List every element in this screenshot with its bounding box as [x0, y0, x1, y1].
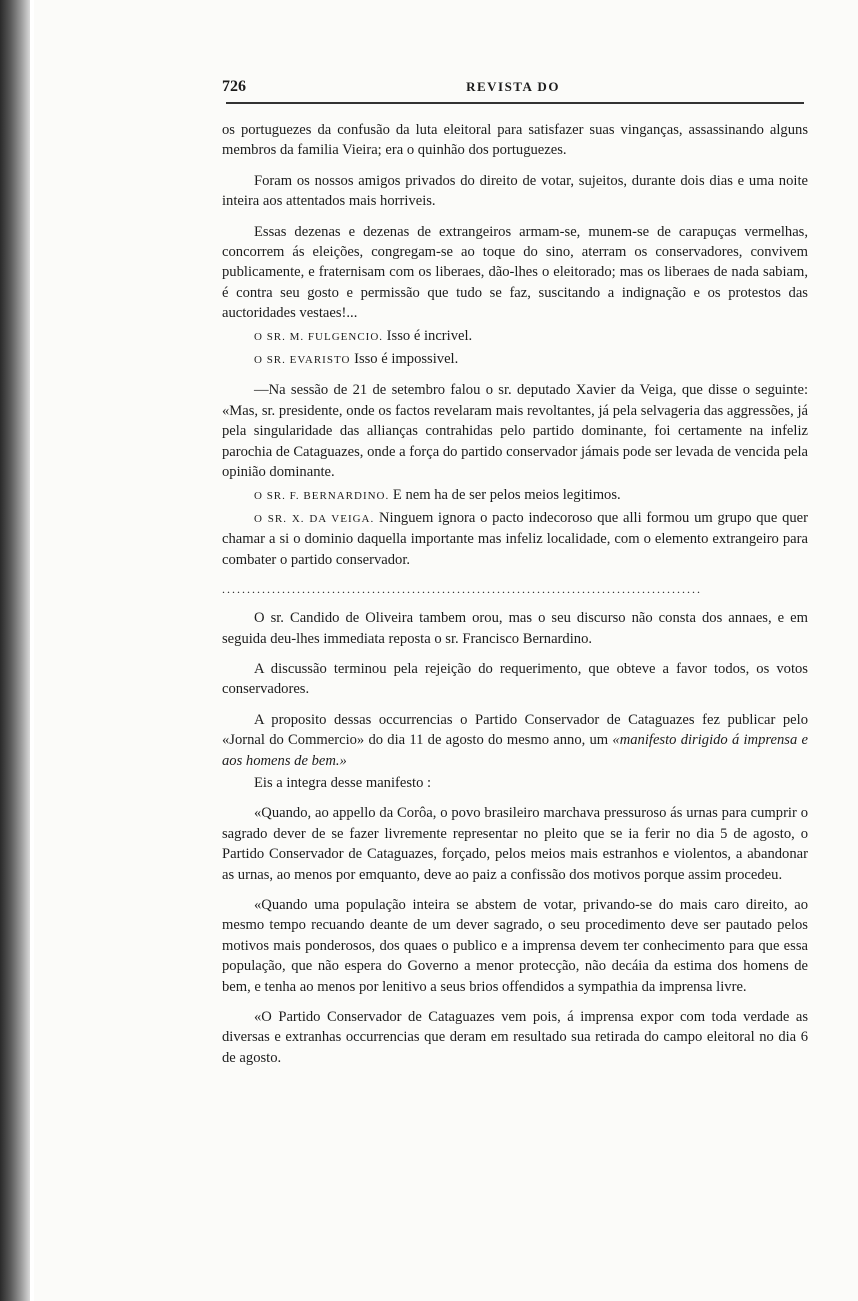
speech-text: E nem ha de ser pelos meios legitimos. [392, 486, 621, 503]
speech-line [222, 326, 808, 347]
page-header [222, 78, 804, 100]
manifesto-intro [222, 710, 808, 771]
speaker-name: O SR. X. DA VEIGA. [254, 512, 375, 525]
speech-line [222, 485, 808, 506]
speaker-name: O SR. EVARISTO [254, 354, 351, 367]
paragraph: os portuguezes da confusão da luta eleitoral para satisfazer suas vinganças, assassinando alguns membros da familia Vieira; era o quinhão dos portuguezes. [222, 122, 808, 159]
paragraph: Foram os nossos amigos privados do direito de votar, sujeitos, durante dois dias e uma noite inteira aos attentados mais horriveis. [222, 172, 808, 210]
manifesto-title: «manifesto dirigido á imprensa e aos homens de bem.» [222, 732, 808, 769]
manifesto-lead: Eis a integra desse manifesto : [254, 774, 432, 791]
header-rule [226, 102, 804, 104]
speech-line [222, 349, 808, 370]
manifesto-paragraph: «Quando, ao appello da Corôa, o povo brasileiro marchava pressuroso ás urnas para cumprir o sagrado dever de se fazer livremente representar no pleito que se ia ferir no dia 5 de agosto, o Partido Conservador de Cataguazes, forçado, pelos meios mais estranhos e violentos, a abandonar as urnas, ao menos por emquanto, deve ao paiz a confissão dos motivos porque assim procedeu. [222, 805, 808, 883]
page-body [222, 120, 808, 1078]
manifesto-paragraph: «Quando uma população inteira se abstem de votar, privando-se do mais caro direito, ao mesmo tempo recuando deante de um dever sagrado, o seu procedimento deve ser pautado pelos motivos mais ponderosos, dos quaes o publico e a imprensa devem ter conhecimento para que essa população, que não espera do Governo a menor protecção, não decáia da estima dos homens de bem, e tenha ao menos por lenitivo a seus brios offendidos a sympathia da imprensa livre. [222, 897, 808, 995]
paragraph: Essas dezenas e dezenas de extrangeiros armam-se, munem-se de carapuças vermelhas, concorrem ás eleições, congregam-se ao toque do sino, aterram os conservadores, convivem publicamente, e fraternisam com os liberaes, dão-lhes o eleitorado; mas os liberaes de nada sabiam, é contra seu gosto e permissão que tudo se faz, suscitando a indignação e os protestos das auctoridades vestaes!... [222, 223, 808, 322]
running-head: REVISTA DO [466, 79, 560, 94]
speech-text: Ninguem ignora o pacto indecoroso que alli formou um grupo que quer chamar a si o dominio daquella importante mas infeliz localidade, com o elemento extrangeiro para combater o partido conservador. [222, 509, 809, 568]
speech-text: Isso é incrivel. [386, 327, 473, 344]
paragraph: A discussão terminou pela rejeição do requerimento, que obteve a favor todos, os votos conservadores. [222, 660, 808, 698]
speaker-name: O SR. M. FULGENCIO. [254, 330, 384, 343]
manifesto-paragraph: «O Partido Conservador de Cataguazes vem pois, á imprensa expor com toda verdade as diversas e extranhas occurrencias que deram em resultado sua retirada do campo eleitoral no dia 6 de agosto. [222, 1009, 808, 1066]
book-binding-shadow [0, 0, 30, 1301]
session-paragraph: —Na sessão de 21 de setembro falou o sr. deputado Xavier da Veiga, que disse o seguinte: «Mas, sr. presidente, onde os factos revelaram mais revoltantes, já pela selvageria das aggressões, já pela singularidade das allianças contrahidas pelo partido dominante, foi certamente na infeliz parochia de Cataguazes, onde a força do partido conservador jámais pode ser levada de vencida pela opinião dominante. [222, 382, 808, 481]
speech-line [222, 508, 808, 570]
page-number: 726 [222, 78, 246, 95]
manifesto-intro-text: A proposito dessas occurrencias o Partido Conservador de Cataguazes fez publicar pelo «Jornal do Commercio» do dia 11 de agosto do mesmo anno, um [222, 711, 808, 749]
speaker-name: O SR. F. BERNARDINO. [254, 489, 390, 502]
paragraph: O sr. Candido de Oliveira tambem orou, mas o seu discurso não consta dos annaes, e em seguida deu-lhes immediata reposta o sr. Francisco Bernardino. [222, 610, 808, 647]
speech-text: Isso é impossivel. [354, 351, 459, 368]
dotted-separator: ................................................................................................ [222, 582, 702, 597]
